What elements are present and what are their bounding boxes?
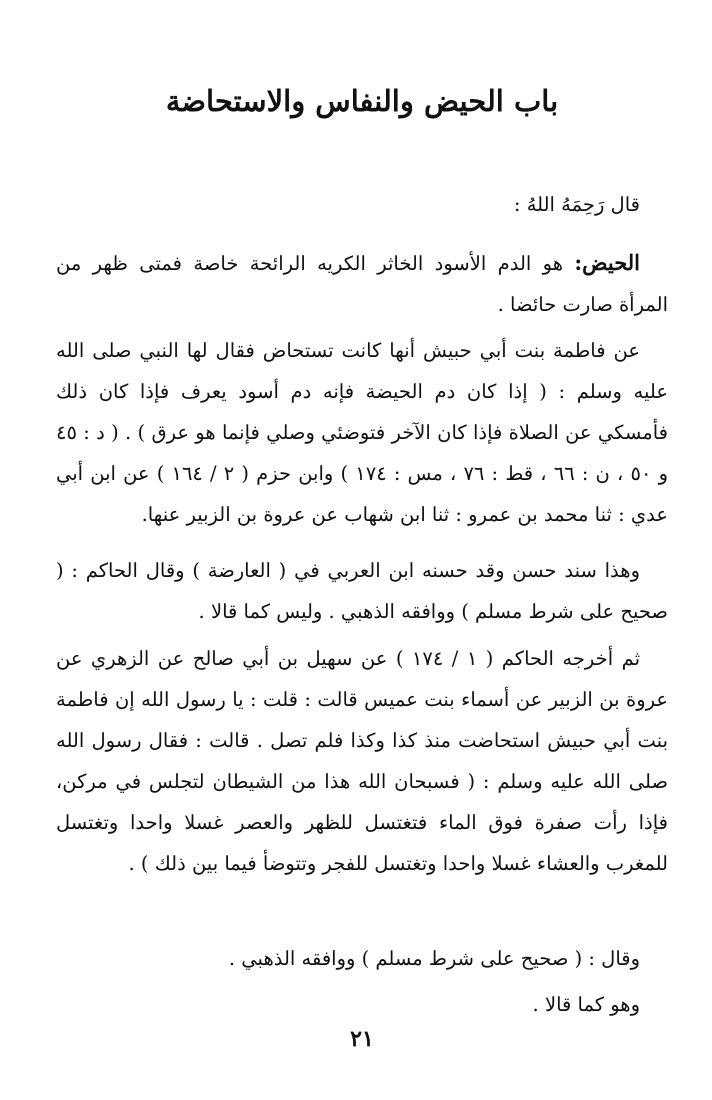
definition-text: هو الدم الأسود الخاثر الكريه الرائحة خاصة فمتى ظهر من المرأة صارت حائضا . [56, 252, 668, 316]
page-number: ٢١ [350, 1026, 374, 1052]
grading-text: وهذا سند حسن وقد حسنه ابن العربي في ( العارضة ) وقال الحاكم : ( صحيح على شرط مسلم ) ووافقه الذهبي . وليس كما قالا . [56, 559, 668, 623]
hakim-statement [56, 938, 668, 979]
second-narration-text: ثم أخرجه الحاكم ( ١ / ١٧٤ ) عن سهيل بن أبي صالح عن الزهري عن عروة بن الزبير عن أسماء بنت عميس قالت : قلت : يا رسول الله إن فاطمة بنت أبي حبيش استحاضت منذ كذا وكذا فلم تصل . قالت : فقال رسول الله صلى الله عليه وسلم : ( فسبحان الله هذا من الشيطان لتجلس في مركن، فإذا رأت صفرة فوق الماء فتغتسل للظهر والعصر غسلا واحدا وتغتسل للمغرب والعشاء غسلا واحدا وتغتسل للفجر وتتوضأ فيما بين ذلك ) . [56, 647, 668, 875]
hakim-statement-text: وقال : ( صحيح على شرط مسلم ) ووافقه الذهبي . [228, 947, 640, 970]
definition-paragraph [56, 242, 668, 325]
definition-term: الحيض: [574, 250, 640, 275]
grading-paragraph [56, 550, 668, 632]
intro-line [56, 184, 668, 225]
second-narration-paragraph [56, 638, 668, 884]
hadith-paragraph [56, 330, 668, 535]
chapter-title: باب الحيض والنفاس والاستحاضة [165, 84, 559, 118]
hadith-text: عن فاطمة بنت أبي حبيش أنها كانت تستحاض فقال لها النبي صلى الله عليه وسلم : ( إذا كان دم الحيضة فإنه دم أسود يعرف فإذا كان ذلك فأمسكي عن الصلاة فإذا كان الآخر فتوضئي وصلي فإنما هو عرق ) . ( د : ٤٥ و ٥٠ ، ن : ٦٦ ، قط : ٧٦ ، مس : ١٧٤ ) وابن حزم ( ٢ / ١٦٤ ) عن ابن أبي عدي : ثنا محمد بن عمرو : ثنا ابن شهاب عن عروة بن الزبير عنها. [56, 339, 668, 526]
closing-remark-text: وهو كما قالا . [532, 993, 640, 1016]
intro-text: قال رَحِمَهُ اللهُ : [513, 193, 640, 216]
book-page [56, 0, 668, 1100]
closing-remark [56, 984, 668, 1025]
